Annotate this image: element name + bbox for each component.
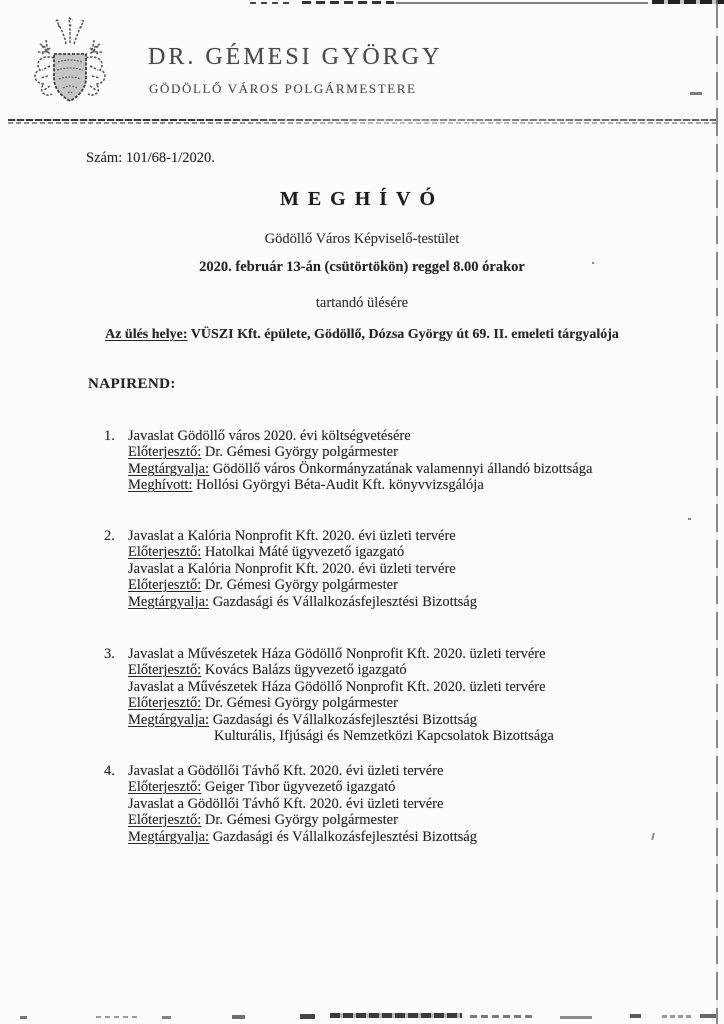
agenda-item-number: 1. bbox=[104, 428, 115, 444]
agenda-item-number: 3. bbox=[104, 646, 115, 662]
agenda-line: 3. Javaslat a Művészetek Háza Gödöllő Nonprofit Kft. 2020. üzleti tervére bbox=[104, 646, 546, 662]
agenda-line: Megtárgyalja: Gödöllő város Önkormányzatának valamennyi állandó bizottsága bbox=[128, 460, 593, 477]
meeting-location bbox=[0, 327, 724, 343]
meeting-datetime: 2020. február 13-án (csütörtökön) reggel 8.00 órakor bbox=[199, 259, 525, 275]
agenda-line: Javaslat a Művészetek Háza Gödöllő Nonprofit Kft. 2020. üzleti tervére bbox=[128, 678, 546, 695]
agenda-item-number: 4. bbox=[104, 763, 115, 779]
agenda-item-2 bbox=[104, 528, 684, 610]
agenda-line: Előterjesztő: Dr. Gémesi György polgármester bbox=[128, 444, 398, 461]
agenda-line: 4. Javaslat a Gödöllői Távhő Kft. 2020. évi üzleti tervére bbox=[104, 763, 444, 779]
agenda-line: Javaslat a Gödöllői Távhő Kft. 2020. évi üzleti tervére bbox=[128, 795, 444, 812]
scan-artifact-top bbox=[396, 2, 648, 4]
header-subtitle: GÖDÖLLŐ VÁROS POLGÁRMESTERE bbox=[149, 81, 417, 96]
agenda-line: Kulturális, Ifjúsági és Nemzetközi Kapcsolatok Bizottsága bbox=[214, 728, 554, 745]
scan-artifact-speck bbox=[690, 92, 702, 95]
agenda-line: Megtárgyalja: Gazdasági és Vállalkozásfejlesztési Bizottság bbox=[128, 828, 477, 845]
agenda-line: Megtárgyalja: Gazdasági és Vállalkozásfejlesztési Bizottság bbox=[128, 711, 477, 728]
scan-artifact-bottom bbox=[20, 1016, 27, 1019]
reference-number: Szám: 101/68-1/2020. bbox=[86, 150, 215, 166]
scan-artifact-top bbox=[302, 1, 394, 4]
scan-artifact-bottom bbox=[662, 1015, 692, 1018]
header-divider bbox=[8, 119, 716, 125]
agenda-heading: NAPIREND: bbox=[88, 376, 176, 392]
header-name: DR. GÉMESI GYÖRGY bbox=[148, 44, 443, 70]
agenda-line: Megtárgyalja: Gazdasági és Vállalkozásfejlesztési Bizottság bbox=[128, 593, 477, 610]
scan-artifact-bottom bbox=[470, 1015, 532, 1018]
scan-artifact-bottom bbox=[162, 1016, 171, 1019]
location-label: Az ülés helye: bbox=[105, 327, 188, 342]
agenda-line: Előterjesztő: Dr. Gémesi György polgármester bbox=[128, 812, 398, 829]
scan-artifact-bottom bbox=[560, 1016, 592, 1019]
scan-artifact-speck bbox=[688, 518, 691, 520]
agenda-line: 2. Javaslat a Kalória Nonprofit Kft. 2020. évi üzleti tervére bbox=[104, 528, 456, 544]
scan-artifact-bottom bbox=[96, 1016, 138, 1018]
agenda-line: 1. Javaslat Gödöllő város 2020. évi költségvetésére bbox=[104, 428, 411, 444]
scan-artifact-bottom bbox=[630, 1014, 641, 1018]
agenda-item-3 bbox=[104, 646, 684, 744]
scan-artifact-bottom bbox=[232, 1015, 245, 1019]
agenda-item-number: 2. bbox=[104, 528, 115, 544]
scan-artifact-bottom bbox=[700, 1014, 716, 1018]
scan-artifact-right-edge bbox=[716, 0, 718, 1024]
document-title: MEGHÍVÓ bbox=[279, 188, 445, 210]
organization-line: Gödöllő Város Képviselő-testület bbox=[264, 231, 460, 247]
agenda-line: Előterjesztő: Kovács Balázs ügyvezető igazgató bbox=[128, 662, 407, 679]
agenda-line: Előterjesztő: Geiger Tibor ügyvezető igazgató bbox=[128, 779, 396, 796]
scan-artifact-bottom bbox=[330, 1013, 462, 1018]
coat-of-arms-icon bbox=[26, 14, 114, 116]
agenda-item-4 bbox=[104, 763, 684, 845]
agenda-line: Előterjesztő: Hatolkai Máté ügyvezető igazgató bbox=[128, 544, 405, 561]
agenda-item-1 bbox=[104, 428, 684, 494]
scan-artifact-top bbox=[250, 2, 292, 4]
agenda-line: Előterjesztő: Dr. Gémesi György polgármester bbox=[128, 695, 398, 712]
scan-artifact-top bbox=[652, 0, 724, 4]
agenda-line: Meghívott: Hollósi Györgyi Béta-Audit Kft. könyvvizsgálója bbox=[128, 477, 484, 494]
scan-artifact-bottom bbox=[300, 1014, 315, 1019]
agenda-line: Előterjesztő: Dr. Gémesi György polgármester bbox=[128, 577, 398, 594]
meeting-session-line: tartandó ülésére bbox=[315, 295, 409, 311]
location-text: VÜSZI Kft. épülete, Gödöllő, Dózsa György út 69. II. emeleti tárgyalója bbox=[187, 327, 619, 342]
agenda-line: Javaslat a Kalória Nonprofit Kft. 2020. évi üzleti tervére bbox=[128, 560, 456, 577]
